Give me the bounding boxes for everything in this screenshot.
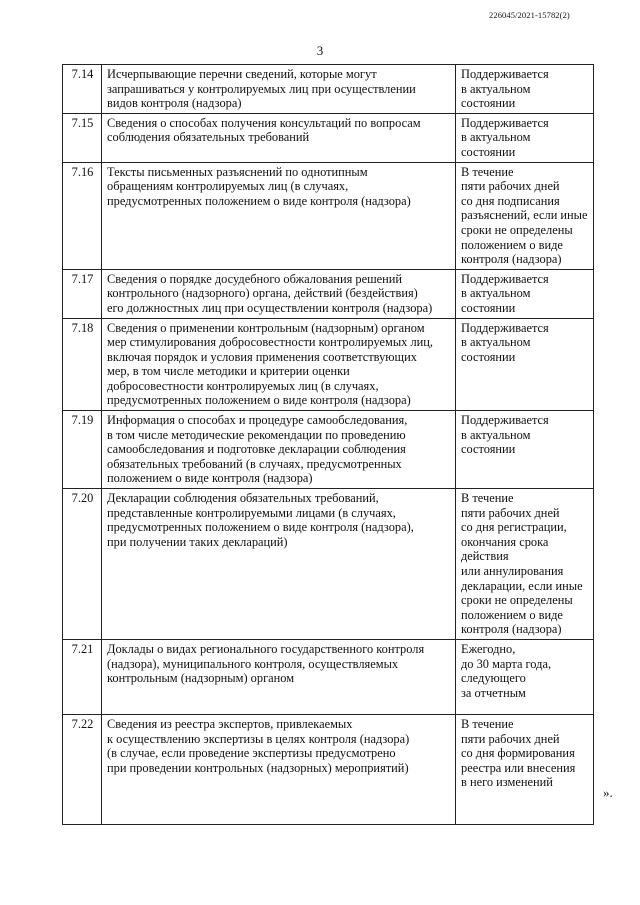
table-row bbox=[63, 113, 594, 162]
item-number: 7.22 bbox=[63, 714, 102, 824]
description-line: запрашиваться у контролируемых лиц при осуществлении bbox=[107, 81, 416, 96]
description-line: обращениям контролируемых лиц (в случаях, bbox=[107, 179, 349, 194]
update-period bbox=[456, 639, 594, 714]
item-number: 7.21 bbox=[63, 639, 102, 714]
description-line: Сведения о способах получения консультаций по вопросам bbox=[107, 115, 421, 130]
period-line: положением о виде bbox=[461, 607, 563, 622]
period-line: состоянии bbox=[461, 300, 516, 315]
update-period bbox=[456, 269, 594, 318]
table-row bbox=[63, 489, 594, 640]
update-period bbox=[456, 489, 594, 640]
period-line: состоянии bbox=[461, 96, 516, 111]
description-line: Сведения из реестра экспертов, привлекаемых bbox=[107, 716, 353, 731]
period-line: В течение bbox=[461, 716, 514, 731]
period-line: в актуальном bbox=[461, 130, 531, 145]
description-line: мер, в том числе методики и критерии оценки bbox=[107, 364, 350, 379]
period-line: контроля (надзора) bbox=[461, 622, 562, 637]
period-line: разъяснений, если иные bbox=[461, 208, 588, 223]
description-line: к осуществлению экспертизы в целях контроля (надзора) bbox=[107, 731, 410, 746]
table-row bbox=[63, 639, 594, 714]
period-line: в актуальном bbox=[461, 286, 531, 301]
description-line: Декларации соблюдения обязательных требований, bbox=[107, 491, 379, 506]
item-description bbox=[102, 269, 456, 318]
update-period bbox=[456, 714, 594, 824]
page-number: 3 bbox=[316, 43, 324, 58]
period-line: Ежегодно, bbox=[461, 641, 516, 656]
item-number: 7.16 bbox=[63, 162, 102, 269]
period-line: сроки не определены bbox=[461, 222, 573, 237]
description-line: обязательных требований (в случаях, предусмотренных bbox=[107, 456, 402, 471]
description-line: предусмотренных положением о виде контроля (надзора) bbox=[107, 393, 411, 408]
period-line: декларации, если иные bbox=[461, 578, 583, 593]
item-description bbox=[102, 318, 456, 411]
period-line: со дня подписания bbox=[461, 193, 560, 208]
period-line: сроки не определены bbox=[461, 593, 573, 608]
period-line: или аннулирования bbox=[461, 564, 564, 578]
description-line: контрольного (надзорного) органа, действий (бездействия) bbox=[107, 286, 418, 301]
period-line: в него изменений bbox=[461, 775, 553, 790]
period-line: пяти рабочих дней bbox=[461, 505, 560, 520]
description-line: предусмотренных положением о виде контроля (надзора) bbox=[107, 193, 411, 208]
description-line: включая порядок и условия применения соответствующих bbox=[107, 349, 417, 364]
description-line: видов контроля (надзора) bbox=[107, 96, 242, 111]
description-line: предусмотренных положением о виде контроля (надзора), bbox=[107, 520, 414, 535]
item-description bbox=[102, 65, 456, 114]
description-line: мер стимулирования добросовестности контролируемых лиц, bbox=[107, 335, 433, 350]
item-number: 7.14 bbox=[63, 65, 102, 114]
period-line: в актуальном bbox=[461, 427, 531, 442]
period-line: в актуальном bbox=[461, 335, 531, 350]
period-line: Поддерживается bbox=[461, 115, 549, 130]
period-line: со дня формирования bbox=[461, 746, 575, 761]
period-line: состоянии bbox=[461, 144, 516, 159]
period-line: пяти рабочих дней bbox=[461, 179, 560, 194]
register-table bbox=[62, 64, 594, 825]
closing-quote-mark: ». bbox=[603, 785, 613, 800]
register-table-body bbox=[63, 65, 594, 825]
description-line: представленные контролируемыми лицами (в случаях, bbox=[107, 505, 396, 520]
description-line: соблюдения обязательных требований bbox=[107, 130, 310, 145]
item-description bbox=[102, 113, 456, 162]
period-line: Поддерживается bbox=[461, 320, 549, 335]
period-line: в актуальном bbox=[461, 81, 531, 96]
item-description bbox=[102, 489, 456, 640]
period-line: состоянии bbox=[461, 442, 516, 457]
period-line: действия bbox=[461, 549, 509, 564]
table-row bbox=[63, 269, 594, 318]
description-line: добросовестности контролируемых лиц (в случаях, bbox=[107, 378, 379, 393]
description-line: Доклады о видах регионального государственного контроля bbox=[107, 641, 425, 656]
period-line: Поддерживается bbox=[461, 413, 549, 428]
description-line: положением о виде контроля (надзора) bbox=[107, 471, 313, 486]
description-line: при получении таких деклараций) bbox=[107, 534, 288, 549]
description-line: контрольным (надзорным) органом bbox=[107, 671, 295, 686]
item-description bbox=[102, 639, 456, 714]
period-line: пяти рабочих дней bbox=[461, 731, 560, 746]
description-line: (надзора), муниципального контроля, осуществляемых bbox=[107, 656, 399, 671]
period-line: окончания срока bbox=[461, 534, 549, 549]
period-line: до 30 марта года, bbox=[461, 656, 552, 671]
period-line: со дня регистрации, bbox=[461, 520, 567, 535]
period-line: Поддерживается bbox=[461, 67, 549, 81]
item-description bbox=[102, 714, 456, 824]
description-line: (в случае, если проведение экспертизы предусмотрено bbox=[107, 746, 396, 761]
table-row bbox=[63, 411, 594, 489]
description-line: Сведения о порядке досудебного обжалования решений bbox=[107, 271, 403, 286]
update-period bbox=[456, 162, 594, 269]
period-line: следующего bbox=[461, 671, 526, 686]
update-period bbox=[456, 113, 594, 162]
period-line: В течение bbox=[461, 164, 514, 179]
description-line: Сведения о применении контрольным (надзорным) органом bbox=[107, 320, 425, 335]
table-row bbox=[63, 162, 594, 269]
table-row bbox=[63, 65, 594, 114]
period-line: реестра или внесения bbox=[461, 760, 576, 775]
description-line: при проведении контрольных (надзорных) мероприятий) bbox=[107, 760, 409, 775]
update-period bbox=[456, 411, 594, 489]
update-period bbox=[456, 318, 594, 411]
period-line: Поддерживается bbox=[461, 271, 549, 286]
description-line: самообследования и подготовке декларации соблюдения bbox=[107, 442, 406, 457]
item-number: 7.19 bbox=[63, 411, 102, 489]
update-period bbox=[456, 65, 594, 114]
description-line: Исчерпывающие перечни сведений, которые могут bbox=[107, 67, 377, 81]
document-id: 226045/2021-15782(2) bbox=[489, 10, 570, 20]
item-number: 7.17 bbox=[63, 269, 102, 318]
table-row bbox=[63, 714, 594, 824]
period-line: В течение bbox=[461, 491, 514, 506]
period-line: положением о виде bbox=[461, 237, 563, 252]
table-row bbox=[63, 318, 594, 411]
item-description bbox=[102, 411, 456, 489]
period-line: за отчетным bbox=[461, 685, 526, 700]
item-number: 7.15 bbox=[63, 113, 102, 162]
description-line: его должностных лиц при осуществлении контроля (надзора) bbox=[107, 300, 433, 315]
period-line: состоянии bbox=[461, 349, 516, 364]
item-number: 7.18 bbox=[63, 318, 102, 411]
description-line: в том числе методические рекомендации по проведению bbox=[107, 427, 406, 442]
period-line: контроля (надзора) bbox=[461, 252, 562, 267]
description-line: Тексты письменных разъяснений по однотипным bbox=[107, 164, 368, 179]
item-description bbox=[102, 162, 456, 269]
description-line: Информация о способах и процедуре самообследования, bbox=[107, 413, 408, 428]
item-number: 7.20 bbox=[63, 489, 102, 640]
